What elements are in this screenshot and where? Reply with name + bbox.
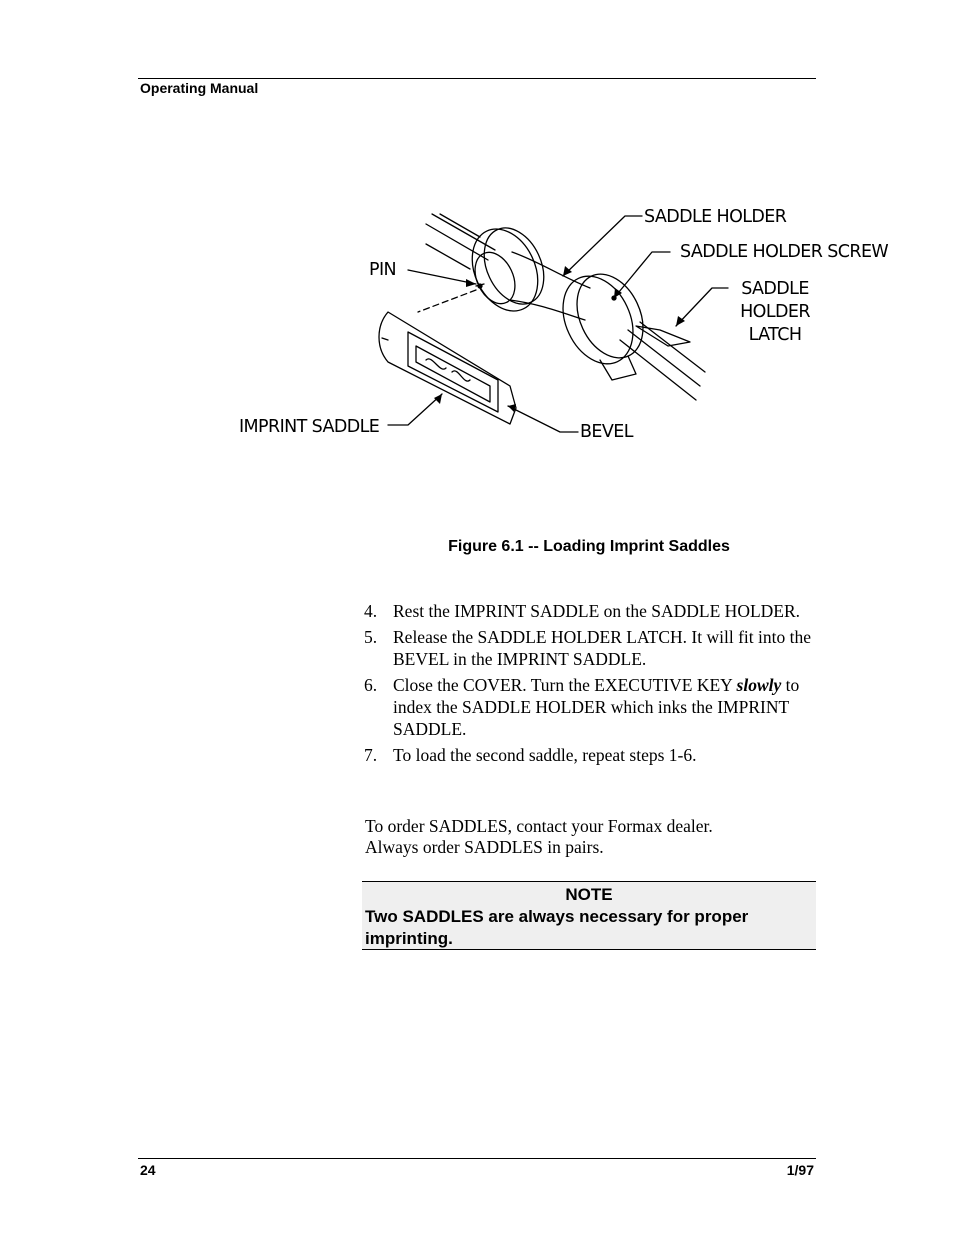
callout-saddle-holder: SADDLE HOLDER [644, 207, 787, 227]
step-number: 6. [364, 675, 378, 695]
arrow-heads [434, 266, 685, 412]
shaft-right [620, 322, 705, 400]
revision-date: 1/97 [786, 1162, 814, 1178]
step-item [364, 744, 824, 766]
figure-loading-imprint-saddles [0, 0, 954, 560]
step-text: Release the SADDLE HOLDER LATCH. It will fit into the BEVEL in the IMPRINT SADDLE. [393, 627, 811, 669]
step-number: 4. [364, 601, 378, 621]
callout-saddle-holder-screw: SADDLE HOLDER SCREW [680, 242, 889, 262]
imprint-saddle [379, 312, 516, 424]
ordering-paragraph [365, 816, 805, 858]
saddle-holder-body [510, 252, 656, 380]
step-number: 5. [364, 627, 378, 647]
callout-bevel: BEVEL [580, 422, 633, 442]
step-text: Rest the IMPRINT SADDLE on the SADDLE HOLDER. [393, 601, 801, 621]
callout-imprint-saddle: IMPRINT SADDLE [239, 417, 380, 437]
note-box [362, 881, 816, 950]
page-number: 24 [140, 1162, 156, 1178]
step-list [364, 600, 824, 770]
step-text-after: to index the SADDLE HOLDER which inks the IMPRINT SADDLE. [393, 675, 800, 739]
callout-latch-line2: HOLDER [740, 302, 810, 322]
footer-rule [138, 1158, 816, 1159]
step-item [364, 674, 824, 740]
step-emphasis: slowly [736, 675, 782, 695]
step-item [364, 626, 824, 670]
callout-pin: PIN [369, 260, 397, 280]
ordering-line-1: To order SADDLES, contact your Formax dealer. [365, 816, 713, 836]
figure-caption: Figure 6.1 -- Loading Imprint Saddles [448, 538, 730, 555]
callout-saddle-holder-latch [729, 278, 821, 347]
note-body: Two SADDLES are always necessary for proper imprinting. [365, 907, 749, 948]
step-item [364, 600, 824, 622]
step-number: 7. [364, 745, 378, 765]
ordering-line-2: Always order SADDLES in pairs. [365, 837, 604, 857]
note-title: NOTE [565, 885, 613, 904]
running-header: Operating Manual [140, 80, 259, 96]
step-text [393, 675, 799, 739]
callout-latch-line1: SADDLE [741, 279, 809, 299]
step-text-before: Close the COVER. Turn the EXECUTIVE KEY [393, 675, 737, 695]
callout-latch-line3: LATCH [748, 325, 802, 345]
step-text: To load the second saddle, repeat steps 1-6. [393, 745, 697, 765]
